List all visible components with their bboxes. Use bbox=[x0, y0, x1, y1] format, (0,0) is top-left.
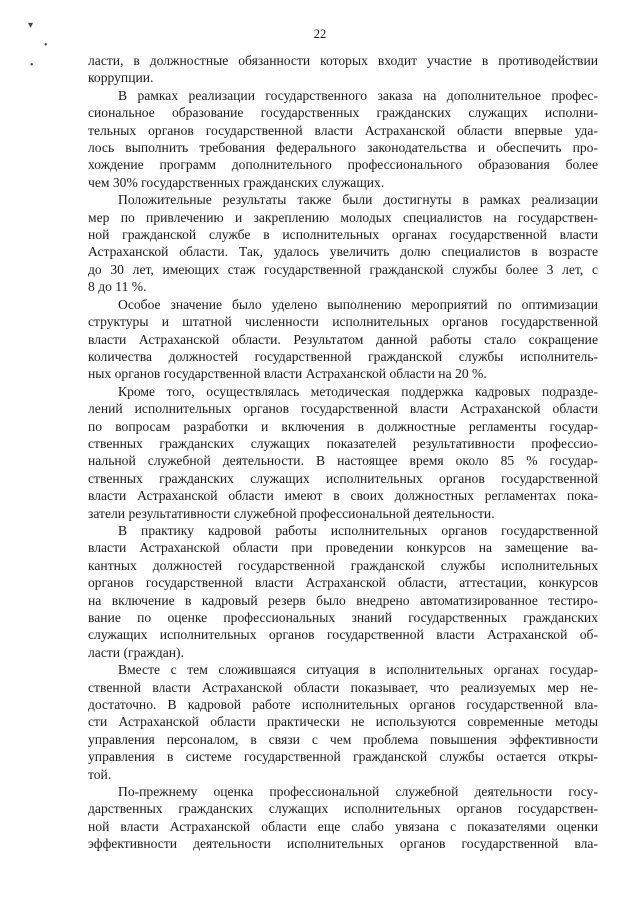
text-line: В рамках реализации государственного заказа на дополнительное профес- bbox=[118, 87, 598, 103]
page-number: 22 bbox=[313, 27, 327, 41]
text-line: ласти, в должностные обязанности которых входит участие в противодействии bbox=[88, 53, 598, 68]
text-line: эффективности деятельности исполнительных органов государственной вла- bbox=[88, 836, 598, 852]
text-line: количества должностей государственной гражданской службы исполнитель- bbox=[88, 348, 598, 364]
text-line: власти Астраханской области при проведении конкурсов на замещение ва- bbox=[88, 540, 598, 556]
text-line: ной гражданской службе в исполнительных органах государственной власти bbox=[88, 227, 598, 243]
text-line: дарственных гражданских служащих исполнительных органов государствен- bbox=[88, 801, 598, 817]
scan-mark-top-left: ▾ bbox=[28, 20, 34, 31]
text-line: ных органов государственной власти Астраханской области на 20 %. bbox=[88, 366, 487, 382]
text-line: сиональное образование государственных гражданских служащих исполни- bbox=[88, 105, 598, 121]
paragraph bbox=[88, 661, 598, 783]
text-line: мер по привлечению и закреплению молодых специалистов на государствен- bbox=[88, 209, 598, 225]
text-line: По-прежнему оценка профессиональной служебной деятельности госу- bbox=[118, 784, 598, 800]
paragraph bbox=[88, 522, 598, 661]
text-line: кантных должностей государственной гражданской службы исполнительных bbox=[88, 557, 598, 573]
paragraph bbox=[88, 296, 598, 383]
paragraph bbox=[88, 87, 598, 191]
text-line: сти Астраханской области практически не используются современные методы bbox=[88, 714, 598, 730]
text-line: власти Астраханской области имеют в своих должностных регламентах пока- bbox=[88, 488, 598, 504]
text-line: коррупции. bbox=[88, 70, 154, 86]
text-line: чем 30% государственных гражданских служащих. bbox=[88, 174, 385, 190]
text-line: Кроме того, осуществлялась методическая поддержка кадровых подразде- bbox=[118, 383, 598, 399]
text-line: ласти (граждан). bbox=[88, 644, 184, 660]
text-line: хождение программ дополнительного профессионального образования более bbox=[88, 157, 598, 173]
text-line: органов государственной власти Астраханской области, аттестации, конкурсов bbox=[88, 575, 598, 591]
text-line: лось выполнить требования федерального законодательства и обеспечить про- bbox=[88, 140, 598, 156]
text-line: управления в системе государственной гражданской службы остается откры- bbox=[88, 749, 598, 765]
text-line: служащих исполнительных органов государственной власти Астраханской об- bbox=[88, 627, 598, 643]
paragraph bbox=[88, 52, 598, 87]
text-line: тельных органов государственной власти Астраханской области впервые уда- bbox=[88, 122, 598, 138]
text-line: на включение в кадровый резерв было внедрено автоматизированное тестиро- bbox=[88, 592, 598, 608]
text-line: той. bbox=[88, 766, 112, 782]
scan-mark-mid-left: • bbox=[44, 40, 48, 51]
text-line: ственных гражданских служащих показателей результативности профессио- bbox=[88, 435, 598, 451]
text-line: Астраханской области. Так, удалось увеличить долю специалистов в возрасте bbox=[88, 244, 598, 260]
text-line: Особое значение было уделено выполнению мероприятий по оптимизации bbox=[118, 296, 598, 312]
text-line: затели результативности служебной профессиональной деятельности. bbox=[88, 505, 495, 521]
text-line: 8 до 11 %. bbox=[88, 279, 147, 295]
text-line: управления персоналом, в связи с чем проблема повышения эффективности bbox=[88, 731, 598, 747]
text-line: до 30 лет, имеющих стаж государственной гражданской службы более 3 лет, с bbox=[88, 261, 598, 277]
paragraph bbox=[88, 383, 598, 522]
text-line: ственных гражданских служащих исполнительных органов государственной bbox=[88, 470, 598, 486]
document-body bbox=[88, 52, 598, 853]
text-line: ной власти Астраханской области еще слабо увязана с показателями оценки bbox=[88, 818, 598, 834]
text-line: В практику кадровой работы исполнительных органов государственной bbox=[118, 522, 598, 538]
text-line: нальной служебной деятельности. В настоящее время около 85 % государ- bbox=[88, 453, 598, 469]
text-line: достаточно. В кадровой работе исполнительных органов государственной вла- bbox=[88, 697, 598, 713]
text-line: по вопросам разработки и включения в должностные регламенты государ- bbox=[88, 418, 598, 434]
text-line: структуры и штатной численности исполнительных органов государственной bbox=[88, 314, 598, 330]
text-line: ственной власти Астраханской области показывает, что реализуемых мер не- bbox=[88, 679, 598, 695]
text-line: Положительные результаты также были достигнуты в рамках реализации bbox=[118, 192, 598, 208]
paragraph bbox=[88, 191, 598, 295]
text-line: вание по оценке профессиональных знаний государственных гражданских bbox=[88, 610, 598, 625]
text-line: Вместе с тем сложившаяся ситуация в исполнительных органах государ- bbox=[118, 662, 598, 678]
scan-mark-left: • bbox=[30, 60, 34, 71]
text-line: власти Астраханской области. Результатом данной работы стало сокращение bbox=[88, 331, 598, 347]
paragraph bbox=[88, 783, 598, 853]
text-line: лений исполнительных органов государственной власти Астраханской области bbox=[88, 401, 598, 417]
